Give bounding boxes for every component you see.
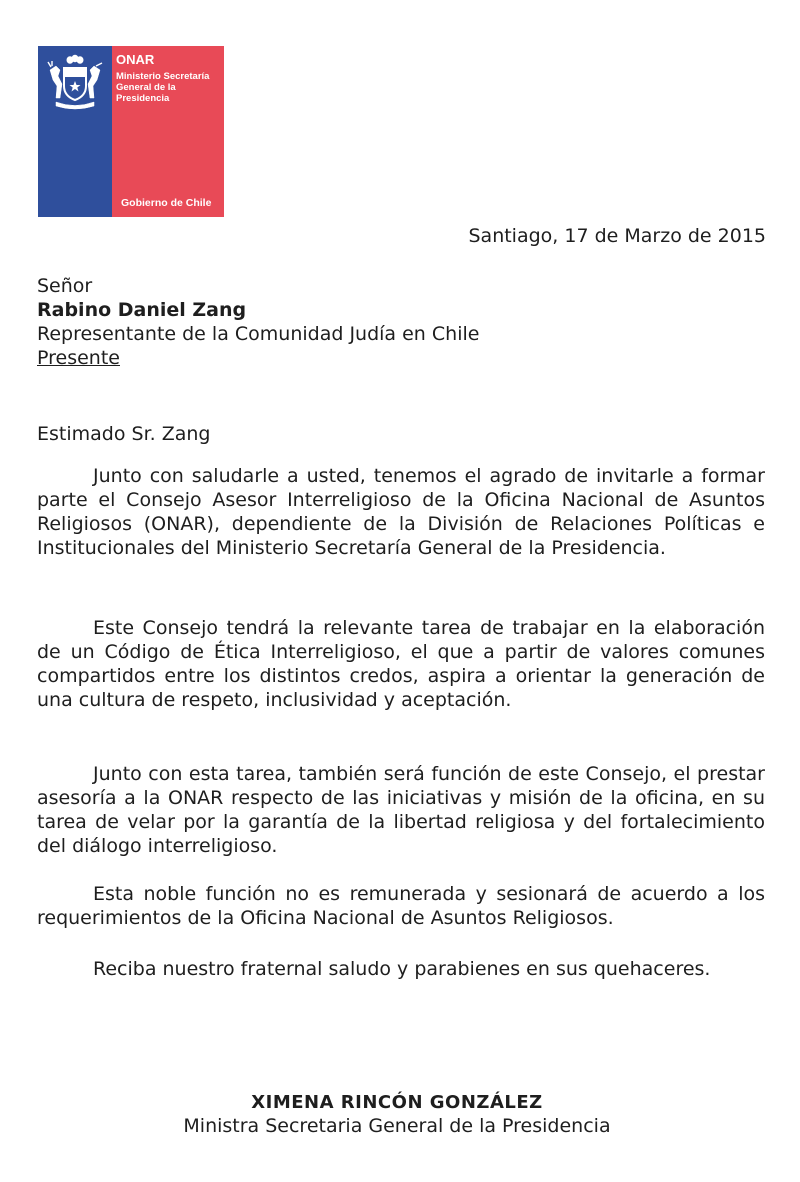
logo-acronym: ONAR <box>116 52 155 67</box>
recipient-name: Rabino Daniel Zang <box>37 299 247 321</box>
body-paragraph-1: Junto con saludarle a usted, tenemos el agrado de invitarle a formar parte el Consejo Asesor Interreligioso de la Oficina Nacional de Asuntos Religiosos (ONAR), dependiente de la División de Relaciones Políticas e Institucionales del Ministerio Secretaría General de la Presidencia. <box>37 465 765 559</box>
signature-title: Ministra Secretaria General de la Presidencia <box>183 1115 611 1137</box>
chile-coat-of-arms-icon <box>44 54 106 112</box>
letter-date: Santiago, 17 de Marzo de 2015 <box>468 225 766 247</box>
recipient-presente: Presente <box>37 347 120 369</box>
signature-name: XIMENA RINCÓN GONZÁLEZ <box>251 1092 543 1113</box>
body-paragraph-3: Junto con esta tarea, también será función de este Consejo, el prestar asesoría a la ONAR respecto de las iniciativas y misión de la oficina, en su tarea de velar por la garantía de la libertad religiosa y del fortalecimiento del diálogo interreligioso. <box>37 763 765 857</box>
logo-government: Gobierno de Chile <box>121 197 212 209</box>
logo-blue-panel <box>38 46 112 217</box>
recipient-role: Representante de la Comunidad Judía en Chile <box>37 323 480 345</box>
logo-red-panel <box>112 46 224 217</box>
body-paragraph-4: Esta noble función no es remunerada y sesionará de acuerdo a los requerimientos de la Oficina Nacional de Asuntos Religiosos. <box>37 883 765 929</box>
body-paragraph-2: Este Consejo tendrá la relevante tarea de trabajar en la elaboración de un Código de Ética Interreligioso, el que a partir de valores comunes compartidos entre los distintos credos, aspira a orientar la generación de una cultura de respeto, inclusividad y aceptación. <box>37 617 765 711</box>
logo-ministry: Ministerio Secretaría General de la Presidencia <box>116 71 210 104</box>
recipient-salutation: Señor <box>37 275 93 297</box>
recipient-block <box>37 274 479 370</box>
onar-logo <box>38 46 224 217</box>
greeting: Estimado Sr. Zang <box>37 423 211 445</box>
body-paragraph-5: Reciba nuestro fraternal saludo y parabienes en sus quehaceres. <box>93 958 711 980</box>
